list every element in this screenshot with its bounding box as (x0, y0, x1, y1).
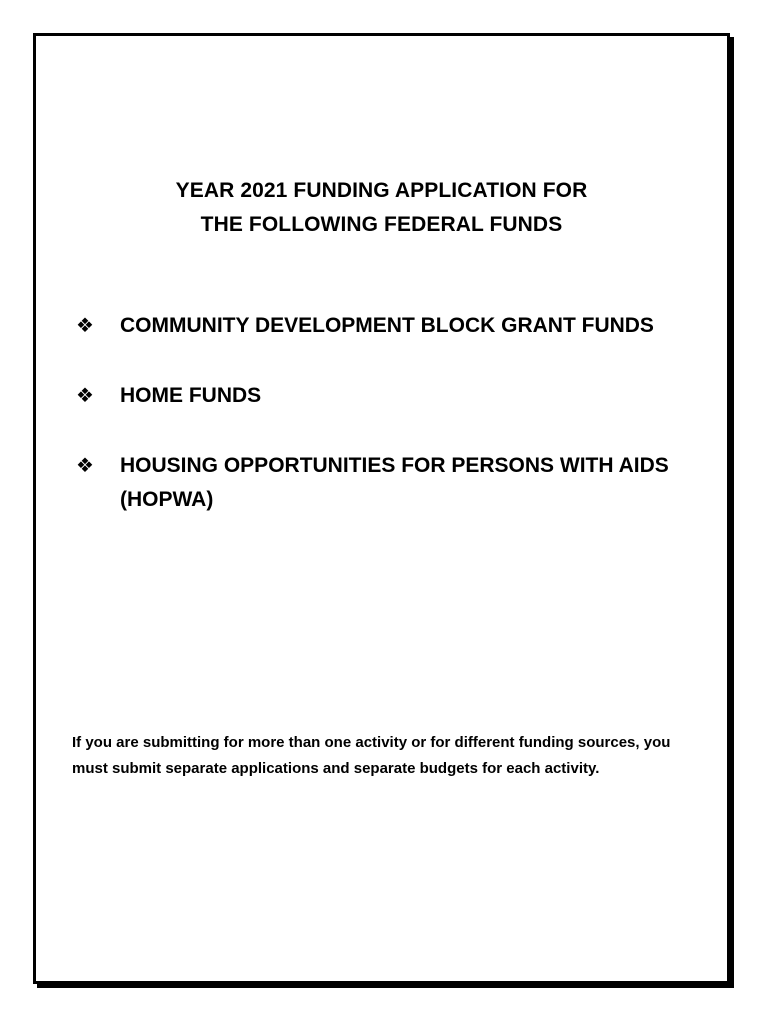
fund-label: COMMUNITY DEVELOPMENT BLOCK GRANT FUNDS (120, 314, 654, 337)
page-title (36, 174, 727, 242)
diamond-bullet-icon: ❖ (76, 455, 94, 477)
fund-label: HOUSING OPPORTUNITIES FOR PERSONS WITH AIDS (HOPWA) (120, 454, 669, 511)
fund-list-item (76, 379, 726, 413)
title-line-2: THE FOLLOWING FEDERAL FUNDS (200, 213, 563, 236)
title-line-1: YEAR 2021 FUNDING APPLICATION FOR (175, 179, 588, 202)
diamond-bullet-icon: ❖ (76, 315, 94, 337)
submission-notice: If you are submitting for more than one activity or for different funding sources, you must submit separate applications and separate budgets for each activity. (72, 734, 671, 777)
fund-list-item (76, 449, 726, 517)
page-border-frame (33, 33, 730, 984)
fund-list-item (76, 309, 726, 343)
fund-label: HOME FUNDS (120, 384, 262, 407)
diamond-bullet-icon: ❖ (76, 385, 94, 407)
